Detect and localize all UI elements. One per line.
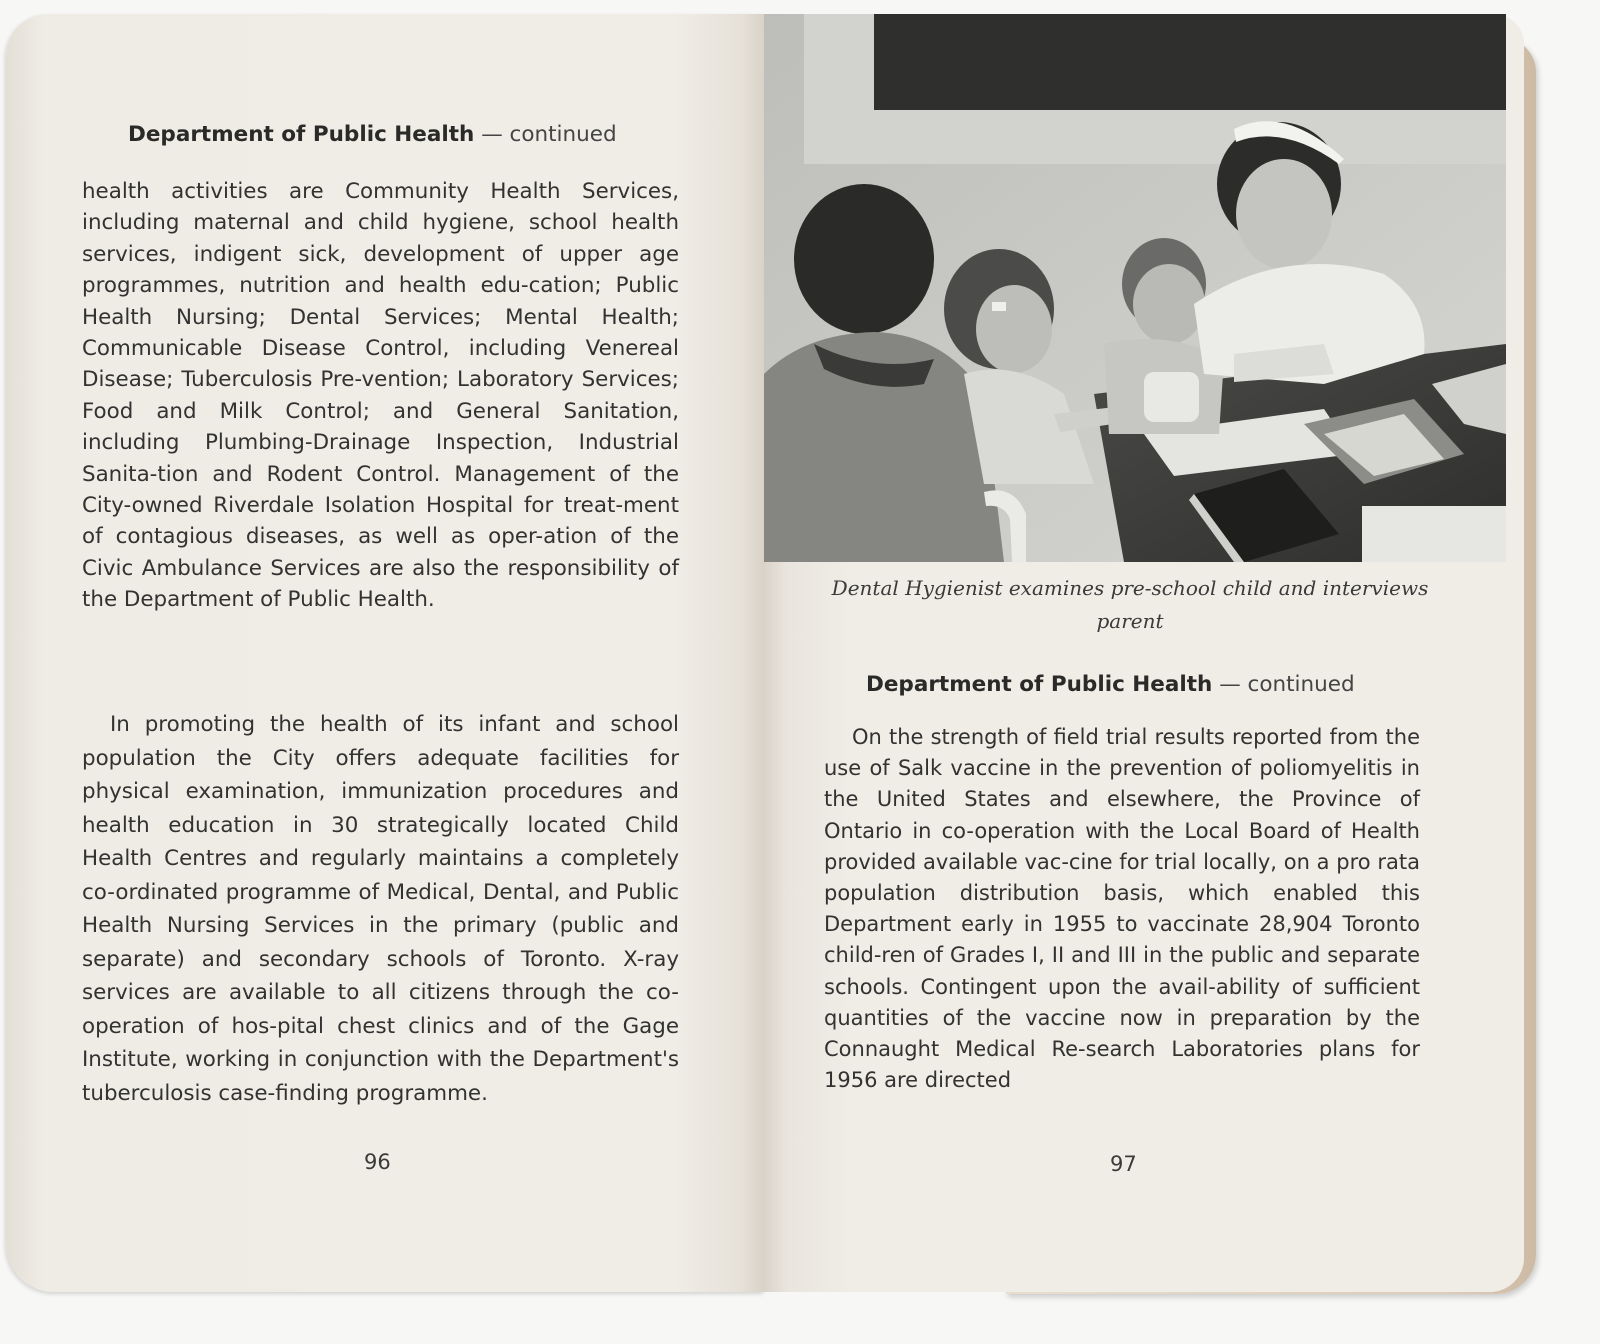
left-heading-suffix: — continued [481, 122, 617, 147]
right-page-number: 97 [1110, 1152, 1137, 1176]
left-page [6, 14, 764, 1292]
right-paragraph-1: On the strength of field trial results reported from the use of Salk vaccine in the prevention of poliomyelitis in the United States and elsewhere, the Province of Ontario in co-operation with the Local Board of Health provided available vac-cine for trial locally, on a pro rata population distribution basis, which enabled this Department early in 1955 to vaccinate 28,904 Toronto child-ren of Grades I, II and III in the public and separate schools. Contingent upon the avail-ability of sufficient quantities of the vaccine now in preparation by the Connaught Medical Re-search Laboratories plans for 1956 are directed [824, 725, 1420, 1093]
right-heading-title: Department of Public Health [866, 672, 1213, 697]
left-paragraph-2: In promoting the health of its infant and school population the City offers adequate facilities for physical examination, immunization procedures and health education in 30 strategically located Child Health Centres and regularly maintains a completely co-ordinated programme of Medical, Dental, and Public Health Nursing Services in the primary (public and separate) and secondary schools of Toronto. X-ray services are available to all citizens through the co-operation of hos-pital chest clinics and of the Gage Institute, working in conjunction with the Department's tuberculosis case-finding programme. [82, 712, 679, 1106]
left-paragraph-1: health activities are Community Health Services, including maternal and child hygiene, school health services, indigent sick, development of upper age programmes, nutrition and health edu-cation; Public Health Nursing; Dental Services; Mental Health; Communicable Disease Control, including Venereal Disease; Tuberculosis Pre-vention; Laboratory Services; Food and Milk Control; and General Sanitation, including Plumbing-Drainage Inspection, Industrial Sanita-tion and Rodent Control. Management of the City-owned Riverdale Isolation Hospital for treat-ment of contagious diseases, as well as oper-ation of the Civic Ambulance Services are also the responsibility of the Department of Public Health. [82, 179, 679, 613]
left-page-number: 96 [364, 1150, 391, 1174]
open-booklet [6, 14, 1538, 1294]
right-page [764, 14, 1524, 1292]
left-heading-title: Department of Public Health [128, 122, 475, 147]
dental-hygienist-photo [764, 14, 1506, 562]
right-heading-suffix: — continued [1219, 672, 1355, 697]
photo-illustration [764, 14, 1506, 562]
left-page-heading [128, 122, 617, 147]
photo-caption: Dental Hygienist examines pre-school child and interviews parent [831, 576, 1429, 633]
right-page-heading [866, 672, 1355, 697]
